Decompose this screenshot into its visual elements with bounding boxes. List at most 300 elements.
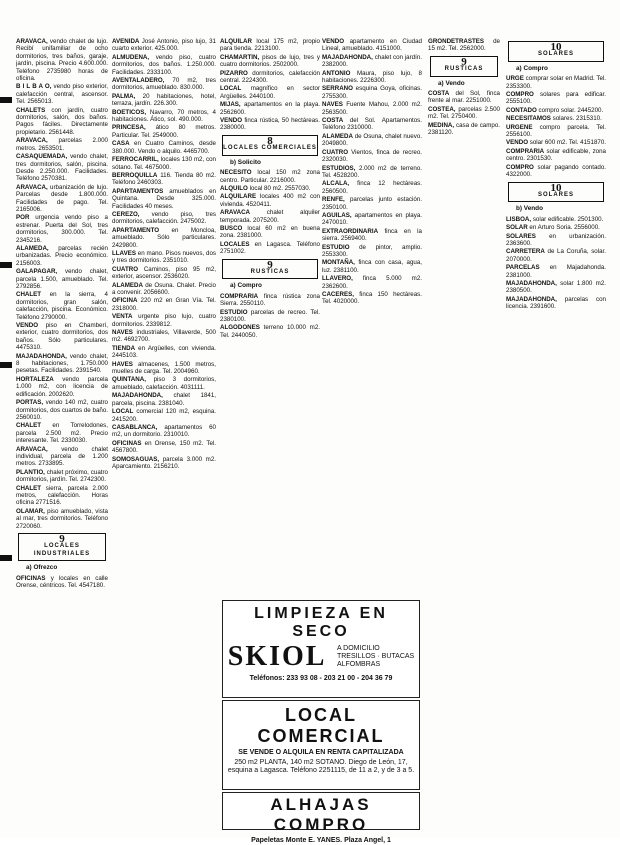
classified-ad <box>16 485 108 507</box>
section-label: SOLARES <box>537 51 574 58</box>
classified-ad <box>506 124 606 139</box>
ad-heading: COSTA <box>322 117 344 125</box>
banner-phones: Teléfonos: 233 93 08 - 203 21 00 - 204 36 79 <box>249 675 393 682</box>
classified-ad <box>112 188 216 210</box>
ad-heading: CHALETS <box>16 106 46 114</box>
classified-ad <box>322 38 422 53</box>
column-6 <box>506 38 606 798</box>
ad-heading: ALAMEDA <box>112 281 143 289</box>
ad-heading: ESTUDIO <box>322 243 350 251</box>
ad-heading: PIZARRO <box>220 69 248 77</box>
ad-text: ático 80 metros. Particular. Tel. 2549000. <box>112 124 216 139</box>
ad-heading: PARCELAS <box>506 264 540 272</box>
ad-text: apartamentos en la playa. 2562600. <box>220 101 320 116</box>
ad-heading: POR <box>16 214 30 222</box>
section-number: 9 <box>461 55 467 68</box>
ad-text: solar edificable, zona centro. 2301530. <box>506 147 606 163</box>
ad-heading: MONTAÑA, <box>322 259 355 267</box>
ad-heading: CHAMARTIN, <box>220 53 260 61</box>
classified-ad <box>506 164 606 179</box>
banner-title: LIMPIEZA EN SECO <box>254 605 388 640</box>
classified-ad <box>112 424 216 439</box>
margin-mark <box>0 97 12 103</box>
classified-ad <box>220 169 320 184</box>
classified-ad <box>112 227 216 249</box>
ad-text: pisos de lujo, tres y cuatro dormitorios. 2502000. <box>220 53 320 69</box>
classified-ad <box>322 212 422 227</box>
classified-ad <box>428 106 500 121</box>
ad-text: vendo piso, cuatro dormitorios, dos baños. 1.250.000. Facilidades. 2333100. <box>112 53 216 76</box>
section-number: 10 <box>550 41 562 53</box>
classified-ad <box>506 139 606 146</box>
ad-heading: QUINTANA, <box>112 376 146 384</box>
ad-heading: COMPRO <box>506 91 534 99</box>
column-3 <box>220 38 320 618</box>
classified-ad <box>112 456 216 471</box>
ad-text: apartamentos 60 m2, un dormitorio. 2310010. <box>112 423 216 439</box>
classified-ad <box>112 109 216 124</box>
section-header <box>508 41 604 62</box>
classified-ad <box>322 149 422 164</box>
ad-heading: ALAMEDA, <box>16 244 49 252</box>
section-subheading: a) Vendo <box>438 79 465 87</box>
classified-ad <box>428 122 500 137</box>
ad-heading: ALCALA, <box>322 180 350 188</box>
ad-text: finca rústica zona Sierra. 2550110. <box>220 292 320 308</box>
ad-text: parcelas recién urbanizadas. Precio económico. 2156003. <box>16 244 108 267</box>
ad-text: en Arturo Soria. 2556000. <box>527 224 600 232</box>
ad-heading: ESTUDIOS, <box>322 164 356 172</box>
ad-heading: OFICINAS <box>16 574 46 582</box>
classified-ad <box>16 137 108 152</box>
classified-ad <box>112 440 216 455</box>
ad-text: piso amueblado, vista al mar, tres dormitorios. Teléfono 2720060. <box>16 507 108 530</box>
classified-ad <box>112 266 216 281</box>
margin-mark <box>0 555 12 561</box>
ad-heading: SOMOSAGUAS, <box>112 455 160 463</box>
ad-text: piso 3 dormitorios, amueblado, calefacción. 4031111. <box>112 376 216 391</box>
ad-heading: CHALET <box>16 484 42 492</box>
column-2 <box>112 38 216 618</box>
ad-heading: CACERES, <box>322 291 354 298</box>
ad-text: finca 5.000 m2. 2362600. <box>322 275 422 290</box>
banner-service-3: ALFOMBRAS <box>336 661 381 668</box>
ad-text: solar pagando contado. 4322000. <box>506 163 606 179</box>
section-subheading: a) Compro <box>230 282 262 290</box>
classified-ad <box>322 196 422 211</box>
ad-text: vendo parcela 1.000 m2, con licencia de edificación. 2002620. <box>16 375 108 398</box>
ad-heading: MEDINA, <box>428 121 455 129</box>
ad-text: casa de campo. 2381120. <box>428 121 500 137</box>
classified-ad <box>322 180 422 195</box>
column-5 <box>428 38 500 798</box>
classified-ad <box>322 133 422 148</box>
column-1 <box>16 38 108 798</box>
classified-ad <box>16 214 108 244</box>
ad-text: de La Coruña, solar. 2070000. <box>506 248 606 263</box>
section-number: 9 <box>267 258 273 271</box>
classified-ad <box>506 248 606 263</box>
classified-ad <box>112 313 216 328</box>
ad-banner-local-comercial <box>222 700 420 790</box>
ad-heading: MAJADAHONDA, <box>112 392 163 400</box>
classified-ad <box>112 376 216 391</box>
classified-ad <box>112 124 216 139</box>
margin-mark <box>0 362 12 368</box>
ad-heading: LISBOA, <box>506 215 532 223</box>
ad-text: dormitorios, calefacción central. 2224300. <box>220 69 320 85</box>
ad-text: compro solar. 2445200. <box>536 106 604 114</box>
classified-ad <box>428 90 500 105</box>
ad-text: en Argüelles, con vivienda. 2445103. <box>112 344 216 360</box>
ad-text: chalet alquiler temporada. 2075200. <box>220 209 320 224</box>
ad-text: vendo chalet, tres dormitorios, salón, piscina. Desde 2.250.000. Facilidades. Teléfono 2570381. <box>16 153 108 183</box>
ad-text: José Antonio, piso lujo, 31 cuarto exterior. 425.000. <box>112 38 216 53</box>
section-label: RUSTICAS <box>444 66 484 73</box>
ad-text: parcelas 2.000 metros. 2653501. <box>16 137 108 152</box>
section-label: LOCALES INDUSTRIALES <box>33 543 91 557</box>
ad-heading: NECESITAMOS <box>506 115 551 123</box>
ad-text: en Moncloa, amueblado. Sólo particulares. 2429800. <box>112 226 216 249</box>
ad-text: esquina Goya, oficinas. 2755300. <box>322 85 422 100</box>
ad-text: de Osuna. Chalet. Precio a convenir. 2056600. <box>112 281 216 296</box>
ad-text: almacenes, 1.500 metros, muelles de carga. Tel. 2004960. <box>112 360 216 376</box>
ad-heading: MAJADAHONDA, <box>506 295 557 303</box>
ad-text: con jardín, cuatro dormitorios, salón, dos baños. Pagos fáciles. Directamente propietario. 2561448. <box>16 106 108 136</box>
classified-ad <box>16 184 108 214</box>
classified-ad <box>322 117 422 132</box>
classified-ad <box>112 408 216 423</box>
classified-ad <box>220 309 320 324</box>
ad-text: del Sol, finca frente al mar. 2251000. <box>428 90 500 105</box>
section-header <box>508 182 604 203</box>
ad-heading: RENFE, <box>322 196 345 204</box>
ad-heading: PALMA, <box>112 92 136 100</box>
ad-heading: NAVES <box>322 101 343 109</box>
banner-title: LOCAL COMERCIAL <box>257 705 385 746</box>
classified-ad <box>506 280 606 295</box>
ad-text: comprar solar en Madrid. Tel. 2353300. <box>506 75 606 90</box>
ad-text: Caminos, piso 95 m2, exterior, ascensor. 2536020. <box>112 265 216 281</box>
classified-ad <box>322 70 422 85</box>
classified-ad <box>322 275 422 290</box>
classified-ad <box>322 85 422 100</box>
ad-text: en urbanización. 2363600. <box>506 232 606 247</box>
ad-heading: COMPRARIA <box>506 147 545 155</box>
ad-text: industriales, Villaverde, 500 m2. 4692700. <box>112 329 216 344</box>
ad-text: locales 130 m2, con sótano. Tel. 4675000. <box>112 156 216 171</box>
classified-ad <box>506 264 606 279</box>
ad-heading: CASABLANCA, <box>112 423 158 431</box>
classified-ad <box>112 297 216 312</box>
classified-ad <box>16 245 108 267</box>
ad-text: chalet 1841, parcela, piscina. 2381040. <box>112 392 216 407</box>
ad-text: vendo 140 m2, cuatro dormitorios, dos cuartos de baño. 2560010. <box>16 399 108 421</box>
ad-text: finca 12 hectáreas. 2560500. <box>322 180 422 195</box>
ad-heading: APARTAMENTOS <box>112 187 164 195</box>
ad-text: en mano. Pisos nuevos, dos y tres dormitorios. 2351010. <box>112 249 216 265</box>
ad-heading: B I L B A O, <box>16 83 52 91</box>
ad-heading: ALGODONES <box>220 324 260 332</box>
ad-heading: LLAVES <box>112 249 136 257</box>
ad-text: Maura, piso lujo, 8 habitaciones. 2226300. <box>322 69 422 85</box>
classified-ad <box>220 54 320 69</box>
classified-ad <box>16 399 108 421</box>
ad-heading: BOETICOS, <box>112 108 147 116</box>
classified-ad <box>220 225 320 240</box>
ad-text: finca en la sierra. 2569400. <box>322 227 422 243</box>
ad-heading: BUSCO <box>220 224 243 232</box>
section-label: SOLARES <box>537 191 574 198</box>
classified-ad <box>506 75 606 90</box>
ad-heading: SERRANO <box>322 85 353 93</box>
classified-ad <box>220 38 320 53</box>
classified-ad <box>112 156 216 171</box>
classified-ad <box>220 241 320 256</box>
banner-service-1: A DOMICILIO <box>336 645 380 652</box>
ad-heading: AVENIDA <box>112 38 140 45</box>
classified-ad <box>16 38 108 82</box>
ad-text: en Lagasca. Teléfono 2751002. <box>220 240 320 256</box>
ad-text: solar 1.800 m2. 2380500. <box>506 279 606 295</box>
section-header <box>430 56 498 77</box>
ad-text: vendo chalet, parcela 1.500, amueblado. Tel. 2792856. <box>16 268 108 290</box>
ad-heading: CEREZO, <box>112 210 140 218</box>
classified-ad <box>16 508 108 530</box>
classified-ad <box>16 469 108 484</box>
ad-heading: OLAMAR, <box>16 507 45 515</box>
ad-text: local 175 m2, propio para tienda. 2213100. <box>220 38 320 53</box>
ad-text: piso en Chamberí, exterior, cuatro dormitorios, dos baños. Sólo particulares. 4475310. <box>16 322 108 352</box>
ad-heading: ALQUILARE <box>220 193 257 201</box>
section-subheading: b) Vendo <box>516 205 543 213</box>
banner-title: ALHAJAS COMPRO <box>270 795 372 834</box>
classified-ad <box>220 101 320 116</box>
ad-heading: ESTUDIO <box>220 308 248 316</box>
classified-ad <box>322 291 422 306</box>
ad-heading: CASA <box>112 140 130 148</box>
ad-heading: LOCAL <box>112 408 134 416</box>
banner-detail: 250 m2 PLANTA, 140 m2 SOTANO. Diego de León, 17, esquina a Lagasca. Teléfono 2251115, de 11 a 2, y de 3 a 5. <box>227 759 415 774</box>
ad-heading: MAJADAHONDA, <box>16 352 67 360</box>
ad-text: solares. 2315310. <box>550 115 602 123</box>
classified-ad <box>16 107 108 137</box>
classified-ad <box>16 291 108 321</box>
classified-ad <box>220 209 320 224</box>
ad-text: amueblados en Quintana. Desde 325.000. Facilidades 40 meses. <box>112 187 216 210</box>
section-subheading: b) Solicito <box>230 158 261 166</box>
ad-text: solar edificable. 2501300. <box>531 215 604 223</box>
ad-heading: NAVES <box>112 329 133 337</box>
classified-ad <box>112 172 216 187</box>
classified-ad <box>16 422 108 444</box>
margin-mark <box>0 262 12 268</box>
ad-text: de 15 m2. Tel. 2562000. <box>428 38 500 53</box>
classified-ad <box>322 54 422 69</box>
classified-ad <box>428 38 500 53</box>
ad-heading: ARAVACA, <box>16 38 48 45</box>
ad-heading: ALAMEDA <box>322 132 353 140</box>
section-subheading: a) Compro <box>516 64 548 72</box>
ad-heading: CUATRO <box>112 265 139 273</box>
classified-ad <box>112 77 216 92</box>
classified-ad <box>112 282 216 297</box>
classified-ad <box>112 211 216 226</box>
classified-ad <box>506 216 606 223</box>
classified-ad <box>112 93 216 108</box>
ad-heading: PORTAS, <box>16 399 44 407</box>
ad-text: de pintor, amplio. 2553300. <box>322 243 422 258</box>
ad-text: parcelas 2.500 m2. Tel. 2750400. <box>428 105 500 121</box>
ad-text: en Orense, 150 m2. Tel. 4567800. <box>112 439 216 455</box>
ad-heading: APARTAMENTO <box>112 226 160 234</box>
section-header <box>18 533 106 561</box>
ad-text: compro parcela. Tel. 2556100. <box>506 123 606 139</box>
classified-ad <box>112 250 216 265</box>
ad-text: vendo piso, tres dormitorios, calefacción. 2475002. <box>112 210 216 226</box>
ad-text: parcelas con licencia. 2391600. <box>506 295 606 311</box>
ad-text: local 60 m2 en buena zona. 2381000. <box>220 224 320 240</box>
ad-heading: VENDO <box>16 322 39 330</box>
ad-text: vendo chalet de lujo. Recibí unifamiliar de ocho dormitorios, tres baños, garaje, jardín, piscina. Precio 4.600.000. Teléfono 2735980 horas de oficina. <box>16 38 108 83</box>
ad-text: urbanización de lujo. Parcelas desde 1.800.000. Facilidades de pago. Tel. 2165006. <box>16 183 108 213</box>
ad-text: local 80 m2. 2557030. <box>247 184 311 192</box>
ad-text: 116. Tienda 80 m2. Teléfono 2460303. <box>112 171 216 187</box>
classified-ad <box>506 107 606 114</box>
ad-heading: CASAQUEMADA, <box>16 153 68 161</box>
classified-ad <box>16 83 108 105</box>
ad-heading: CUATRO <box>322 148 349 156</box>
banner-subtitle: SE VENDE O ALQUILA EN RENTA CAPITALIZADA <box>238 749 404 756</box>
ad-text: del Sol. Apartamentos. Teléfono 2310000. <box>322 117 422 132</box>
classified-ad <box>220 193 320 208</box>
ad-text: finca con casa, agua, luz. 2381100. <box>322 259 422 274</box>
ad-heading: ARAVACA, <box>16 137 48 145</box>
ad-heading: COSTEA, <box>428 105 456 113</box>
ad-heading: COMPRARIA <box>220 292 259 300</box>
section-number: 9 <box>59 533 65 545</box>
ad-banner-skiol <box>222 600 420 698</box>
ad-heading: VENDO <box>322 38 345 45</box>
ad-heading: CHALET <box>16 422 42 430</box>
ad-text: parcela 3.000 m2. Aparcamiento. 2156210. <box>112 455 216 470</box>
ad-text: urgencia vendo piso a estrenar. Puerta del Sol, tres dormitorios, 300.000. Tel. 2345216. <box>16 214 108 244</box>
ad-text: urgente piso lujo, cuatro dormitorios. 2339812. <box>112 313 216 328</box>
ad-text: 2.000 m2 de terreno. Tel. 4528200. <box>322 164 422 179</box>
classified-ad <box>112 392 216 407</box>
ad-text: parcelas de recreo. Tel. 2380100. <box>220 308 320 323</box>
ad-heading: COMPRO <box>506 163 534 171</box>
ad-heading: PRINCESA, <box>112 124 146 132</box>
section-header <box>222 135 318 156</box>
classified-ad <box>322 259 422 274</box>
ad-text: y locales en calle Orense, céntricos. Tel. 4547180. <box>16 574 108 590</box>
ad-text: de Osuna, chalet nuevo. 2049800. <box>322 132 422 148</box>
section-label: RUSTICAS <box>250 268 290 275</box>
ad-text: parcelas junto estación. 2350100. <box>322 196 422 211</box>
ad-heading: URGENE <box>506 123 533 131</box>
ad-text: magnífico en sector Argüelles. 2440100. <box>220 85 320 100</box>
section-number: 8 <box>267 134 273 147</box>
ad-text: locales 400 m2 con vivienda. 4520411. <box>220 193 320 208</box>
ad-text: terreno 10.000 m2. Tel. 2440050. <box>220 324 320 339</box>
classified-ad <box>506 91 606 106</box>
ad-heading: AVENTALADERO, <box>112 77 165 85</box>
classified-ad <box>16 376 108 398</box>
ad-text: solares para edificar. 2555100. <box>506 91 606 106</box>
ad-heading: ARAVACA <box>220 209 251 217</box>
ad-heading: TIENDA <box>112 344 136 352</box>
ad-text: Fuente Mahou, 2.000 m2. 2563500. <box>322 101 422 116</box>
ad-text: sierra, parcela 2.000 metros, calefacción. Horas oficina 2771516. <box>16 484 108 507</box>
classified-ad <box>322 165 422 180</box>
ad-heading: COSTA <box>428 90 450 98</box>
ad-heading: MIJAS, <box>220 101 241 109</box>
ad-text: vendo chalet, 8 habitaciones, 1.750.000 pesetas. Facilidades. 2391540. <box>16 352 108 375</box>
ad-heading: ANTONIO <box>322 69 351 77</box>
ad-text: en la sierra, 4 dormitorios, gran salón, calefacción, piscina. Económico. Teléfono 2790000. <box>16 291 108 321</box>
classified-ad <box>112 345 216 360</box>
ad-text: en Torrelodones, parcela 2.500 m2. Precio interesante. Tel. 2330030. <box>16 422 108 445</box>
classified-ad <box>16 322 108 352</box>
section-header <box>222 259 318 280</box>
banner-services <box>337 645 414 669</box>
classified-ad <box>322 228 422 243</box>
classified-ad <box>112 54 216 76</box>
classified-ad <box>220 70 320 85</box>
ad-heading: EXTRAORDINARIA <box>322 227 379 235</box>
ad-heading: SOLARES <box>506 232 536 240</box>
ad-text: comercial 120 m2, esquina. 2415200. <box>112 408 216 423</box>
ad-text: vendo piso exterior, calefacción central, ascensor. Tel. 2565013. <box>16 83 108 106</box>
ad-heading: CONTADO <box>506 106 537 114</box>
banner-service-2: TRESILLOS · BUTACAS <box>336 653 415 660</box>
ad-heading: MAJADAHONDA, <box>506 279 557 287</box>
classified-ad <box>322 244 422 259</box>
classified-ad <box>506 148 606 163</box>
ad-heading: GALAPAGAR, <box>16 268 58 276</box>
ad-text: chalet con jardín. 2382000. <box>322 53 422 69</box>
classified-ad <box>16 575 108 590</box>
banner-brand: SKIOL <box>227 641 327 672</box>
classified-ad <box>16 353 108 375</box>
ad-heading: VENDO <box>220 117 243 125</box>
classified-ad <box>506 224 606 231</box>
ad-heading: MAJADAHONDA, <box>322 53 373 61</box>
classified-ad <box>506 296 606 311</box>
ad-heading: OFICINA <box>112 297 138 305</box>
ad-heading: ALQUILAR <box>220 38 252 45</box>
section-label: LOCALES COMERCIALES <box>223 145 317 152</box>
ad-text: solar 600 m2. Tel. 4151870. <box>528 139 606 147</box>
ad-text: local 150 m2 zona centro. Particular. 2216000. <box>220 169 320 184</box>
ad-text: finca rústica, 50 hectáreas. 2380000. <box>220 117 320 132</box>
ad-text: 70 m2, tres dormitorios, amueblado. 830.000. <box>112 77 216 92</box>
ad-heading: CARRETERA <box>506 248 545 256</box>
banner-detail: Papeletas Monte E. YANES. Plaza Angel, 1 <box>251 837 391 844</box>
ad-heading: LOCALES <box>220 240 250 248</box>
ad-text: 220 m2 en Gran Vía. Tel. 2318000. <box>112 297 216 312</box>
ad-heading: PLANTIO, <box>16 468 45 476</box>
ad-heading: LOCAL <box>220 85 242 93</box>
ad-heading: SOLAR <box>506 224 528 232</box>
classified-ad <box>112 361 216 376</box>
ad-heading: OFICINAS <box>112 439 142 447</box>
ad-heading: ARAVACA, <box>16 183 48 191</box>
ad-text: finca 150 hectáreas. Tel. 4020000. <box>322 291 422 306</box>
ad-text: apartamento en Ciudad Lineal, amueblado. 4151000. <box>322 38 422 53</box>
classified-ad <box>506 115 606 122</box>
